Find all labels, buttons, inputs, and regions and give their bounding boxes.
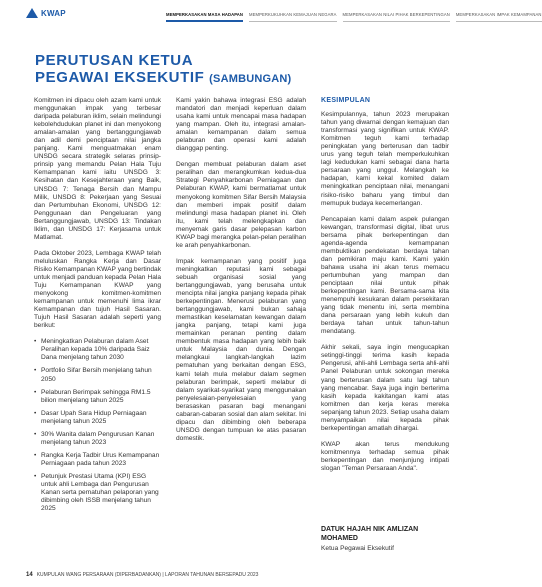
column-middle: [176, 97, 306, 451]
list-item: • Petunjuk Prestasi Utama (KPI) ESG untuk ahli Lembaga dan Pengurusan Kanan serta pematuhan pelaporan yang dibimbing oleh ISSB menjelang tahun 2025: [34, 473, 161, 513]
list-item: • Meningkatkan Pelaburan dalam Aset Peralihan kepada 10% daripada Saiz Dana menjelang tahun 2030: [34, 338, 161, 362]
paragraph: Komitmen ini dipacu oleh azam kami untuk menggunakan impak yang terbesar daripada pelaburan iklim, selain melindungi kebolehdudukan planet ini dan menyokong amalan-amalan yang bertanggungjawab dan adil demi penciptaan nilai jangka panjang. Kami menguatmakan enam UNSDG secara strategik selaras prinsip-prinsip yang memandu Pelan Hala Tuju Kemampanan kami iaitu UNSDG 3: Kesihatan dan Kesejahteraan yang Baik, UNSDG 7: Tenaga Bersih dan Mampu Milik, UNSDG 8: Pekerjaan yang Sesuai dan Pertumbuhan Ekonomi, UNSDG 12: Penggunaan dan Pengeluaran yang Bertanggungjawab, UNSDG 13: Tindakan Iklim, dan UNSDG 17: Kerjasama untuk Matlamat.: [34, 97, 161, 241]
page-title: [35, 52, 335, 88]
target-outcomes-list: [34, 338, 161, 513]
footer-text: KUMPULAN WANG PERSARAAN (DIPERBADANKAN) | LAPORAN TAHUNAN BERSEPADU 2023: [36, 572, 259, 578]
paragraph: Kami yakin bahawa integrasi ESG adalah mandatori dan menjadi keperluan dalam usaha kami untuk mencapai masa hadapan yang mampan. Oleh itu, integrasi amalan-amalan kemampanan dalam semua pelaburan dan operasi kami adalah dianggap penting.: [176, 97, 306, 153]
paragraph: Akhir sekali, saya ingin mengucapkan setinggi-tinggi terima kasih kepada Pengerusi, ahli-ahli Lembaga serta ahli-ahli Panel Pelaburan untuk sokongan mereka yang berterusan dalam satu lagi tahun yang mencabar. Saya juga ingin berterima kasih kepada kakitangan kami atas komitmen dan kerja keras mereka sepanjang tahun 2023. Setiap usaha dalam menyampaikan nilai kepada pihak berkepentingan amatlah dihargai.: [321, 344, 449, 432]
column-right: [321, 97, 449, 481]
title-line-2-main: PEGAWAI EKSEKUTIF: [35, 69, 205, 86]
list-item: • Pelaburan Berimpak sehingga RM1.5 bilion menjelang tahun 2025: [34, 389, 161, 405]
kwap-logo: [26, 8, 66, 18]
list-item: • Rangka Kerja Tadbir Urus Kemampanan Perniagaan pada tahun 2023: [34, 452, 161, 468]
list-item: • Dasar Upah Sara Hidup Perniagaan menjelang tahun 2025: [34, 410, 161, 426]
nav-item-pihak-berkepentingan[interactable]: MEMPERKASAKAN NILAI PIHAK BERKEPENTINGAN: [343, 12, 450, 22]
signatory-name: DATUK HAJAH NIK AMLIZAN MOHAMED: [321, 526, 419, 542]
column-left: [34, 97, 161, 518]
paragraph: Pencapaian kami dalam aspek pulangan kewangan, transformasi digital, libat urus bersama pihak berkepentingan dan agenda-agenda kemampanan membuktikan pendekatan berdaya tahan dan pemikiran maju kami. Kami yakin bahawa usaha ini akan terus memacu pertumbuhan yang mampan dan penciptaan nilai untuk pihak berkepentingan kami. Bersama-sama kita menempuhi kesukaran dalam persekitaran yang tidak menentu ini, serta membina dana persaraan yang lebih kukuh dan berdaya tahan untuk tahun-tahun mendatang.: [321, 215, 449, 336]
logo-text: KWAP: [41, 8, 66, 18]
signatory-role: Ketua Pegawai Eksekutif: [321, 545, 394, 552]
nav-item-impak-kemampanan[interactable]: MEMPERKASAKAN IMPAK KEMAMPANAN: [456, 12, 542, 22]
list-item: • 30% Wanita dalam Pengurusan Kanan menjelang tahun 2023: [34, 431, 161, 447]
page-number: 14: [26, 572, 33, 578]
paragraph: Pada Oktober 2023, Lembaga KWAP telah meluluskan Rangka Kerja dan Dasar Risiko Kemampanan KWAP yang bertindak untuk menjadi panduan kepada Pelan Hala Tuju Kemampanan KWAP yang menyokong komitmen-komitmen kemampanan untuk memenuhi lima ikrar Kemampanan dan tujuh Hasil Sasaran. Tujuh Hasil Sasaran adalah seperti yang berikut:: [34, 249, 161, 330]
section-heading-kesimpulan: KESIMPULAN: [321, 97, 371, 104]
title-continuation: (SAMBUNGAN): [209, 73, 292, 85]
nav-item-masa-hadapan[interactable]: MEMPERKASAKAN MASA HADAPAN: [166, 12, 243, 22]
signature-block: [321, 526, 449, 553]
paragraph: Impak kemampanan yang positif juga meningkatkan reputasi kami sebagai sebuah organisasi sosial yang bertanggungjawab, yang berusaha untuk mencipta nilai jangka panjang kepada pihak berkepentingan. Menerusi pelaburan yang bertanggungjawab, kami bukan sahaja memastikan keselamatan kewangan dalam jangka panjang, tetapi kami juga memainkan peranan penting dalam membentuk masa hadapan yang lebih baik untuk Malaysia dan dunia. Dengan melangkaui langkah-langkah lazim pematuhan yang berkaitan dengan ESG, kami telah mula melabur dalam segmen pelaburan berimpak, seperti melabur di dalam syarikat-syarikat yang menggunakan penyelesaian-penyelesaian yang berasaskan pasaran bagi menangani cabaran-cabaran sosial dan alam sekitar. Ini dipacu dan dibimbing oleh beberapa UNSDG dengan tumpuan ke atas pasaran domestik.: [176, 257, 306, 442]
kwap-logo-icon: [26, 8, 38, 18]
nav-item-kemajuan-negara[interactable]: MEMPERKUKUHKAN KEMAJUAN NEGARA: [249, 12, 336, 22]
list-item: • Portfolio Sifar Bersih menjelang tahun 2050: [34, 367, 161, 383]
top-navigation: [166, 12, 542, 22]
paragraph: KWAP akan terus mendukung komitmennya terhadap semua pihak berkepentingan dan menjunjung intipati slogan "Teman Persaraan Anda".: [321, 440, 449, 472]
title-line-2: [35, 69, 335, 88]
title-line-1: PERUTUSAN KETUA: [35, 52, 194, 69]
paragraph: Dengan membuat pelaburan dalam aset peralihan dan merangkumkan kedua-dua Strategi Penyahkarbonan Perniagaan dan Pelaburan KWAP, kami bermatlamat untuk menyokong komitmen Sifar Bersih Malaysia dan memberi impak positif dalam melindungi masa hadapan planet ini. Oleh itu, kami telah melengkapkan dan menyemak garis dasar pelepasan karbon KWAP bagi merangka pelan-pelan peralihan ke arah penyahkarbonan.: [176, 161, 306, 249]
paragraph: Kesimpulannya, tahun 2023 merupakan tahun yang diwarnai dengan kemajuan dan transformasi yang signifikan untuk KWAP. Komitmen teguh kami terhadap peningkatan yang berterusan dan tadbir urus yang teguh telah memperkukuhkan lagi kedudukan kami sebagai dana harta persaraan yang unggul. Melangkah ke hadapan, kami kekal komited dalam meningkatkan penciptaan nilai, menangani risiko-risiko baharu yang timbul dan memupuk budaya kecemerlangan.: [321, 111, 449, 207]
page-footer: [26, 572, 258, 578]
